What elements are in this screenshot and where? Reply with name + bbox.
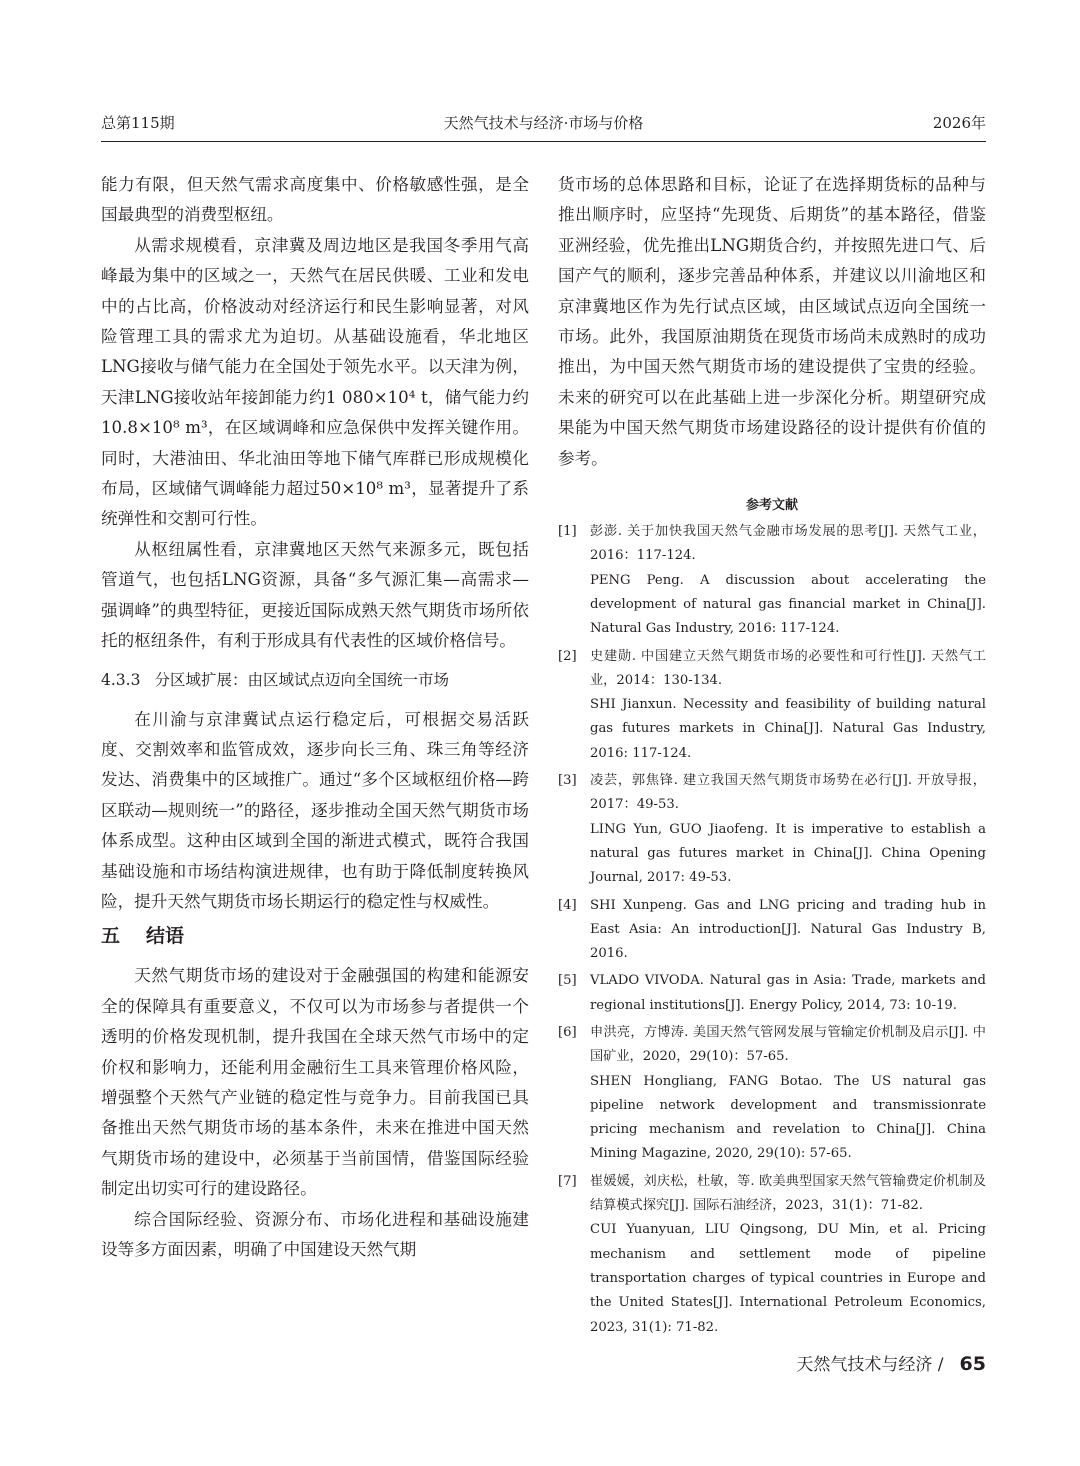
paragraph: 天然气期货市场的建设对于金融强国的构建和能源安全的保障具有重要意义，不仅可以为市场参与者提供一个透明的价格发现机制，提升我国在全球天然气市场中的定价权和影响力，还能利用金融衍生工具来管理价格风险，增强整个天然气产业链的稳定性与竞争力。目前我国已具备推出天然气期货市场的基本条件，未来在推进中国天然气期货市场的建设中，必须基于当前国情，借鉴国际经验制定出切实可行的建设路径。 <box>101 966 529 1199</box>
left-column <box>101 170 529 1265</box>
paragraph: 综合国际经验、资源分布、市场化进程和基础设施建设等多方面因素，明确了中国建设天然气期 <box>101 1209 529 1259</box>
subsection-title: 分区域扩展：由区域试点迈向全国统一市场 <box>154 670 449 689</box>
paragraph: 从枢纽属性看，京津冀地区天然气来源多元，既包括管道气，也包括LNG资源，具备“多气源汇集—高需求—强调峰”的典型特征，更接近国际成熟天然气期货市场所依托的枢纽条件，有利于形成具有代表性的区域价格信号。 <box>101 539 529 651</box>
section-title: 结语 <box>146 925 185 948</box>
reference-english: CUI Yuanyuan, LIU Qingsong, DU Min, et al. Pricing mechanism and settlement mode of pipeline transportation charges of typical countries in Europe and the United States[J]. International Petroleum Economics, 2023, 31(1): 71-82. <box>590 1222 986 1335</box>
subsection-heading <box>101 665 529 695</box>
reference-item <box>558 769 986 890</box>
reference-list <box>558 520 986 1340</box>
reference-english: SHI Xunpeng. Gas and LNG pricing and trading hub in East Asia: An introduction[J]. Natural Gas Industry B, 2016. <box>590 897 986 962</box>
paragraph: 能力有限，但天然气需求高度集中、价格敏感性强，是全国最典型的消费型枢纽。 <box>101 175 529 225</box>
reference-number: [1] <box>558 524 577 540</box>
reference-item <box>558 520 986 641</box>
section-heading <box>101 921 529 951</box>
reference-english: SHEN Hongliang, FANG Botao. The US natural gas pipeline network development and transmissionrate pricing mechanism and revelation to China[J]. China Mining Magazine, 2020, 29(10): 57-65. <box>590 1073 986 1162</box>
reference-number: [2] <box>558 648 577 664</box>
references-title: 参考文献 <box>745 498 798 514</box>
issue-number: 总第115期 <box>101 114 175 132</box>
reference-item <box>558 894 986 967</box>
reference-item <box>558 1170 986 1340</box>
reference-chinese: 崔媛媛，刘庆松，杜敏，等. 欧美典型国家天然气管输费定价机制及结算模式探究[J]. 国际石油经济，2023，31(1)：71-82. <box>590 1173 986 1214</box>
reference-english: PENG Peng. A discussion about accelerating the development of natural gas financial market in China[J]. Natural Gas Industry, 2016: 117-124. <box>590 572 986 637</box>
reference-item <box>558 1021 986 1167</box>
reference-english: LING Yun, GUO Jiaofeng. It is imperative to establish a natural gas futures market in China[J]. China Opening Journal, 2017: 49-53. <box>590 821 986 886</box>
reference-number: [4] <box>558 897 577 913</box>
reference-item <box>558 645 986 766</box>
reference-number: [7] <box>558 1173 577 1189</box>
section-number: 五 <box>101 925 121 948</box>
paragraph: 从需求规模看，京津冀及周边地区是我国冬季用气高峰最为集中的区域之一，天然气在居民供暖、工业和发电中的占比高，价格波动对经济运行和民生影响显著，对风险管理工具的需求尤为迫切。从基础设施看，华北地区LNG接收与储气能力在全国处于领先水平。以天津为例，天津LNG接收站年接卸能力约1 080×10⁴ t，储气能力约10.8×10⁸ m³，在区域调峰和应急保供中发挥关键作用。同时，大港油田、华北油田等地下储气库群已形成规模化布局，区域储气调峰能力超过50×10⁸ m³，显著提升了系统弹性和交割可行性。 <box>101 235 529 529</box>
paragraph: 在川渝与京津冀试点运行稳定后，可根据交易活跃度、交割效率和监管成效，逐步向长三角、珠三角等经济发达、消费集中的区域推广。通过“多个区域枢纽价格—跨区联动—规则统一”的路径，逐步推动全国天然气期货市场体系成型。这种由区域到全国的渐进式模式，既符合我国基础设施和市场结构演进规律，也有助于降低制度转换风险，提升天然气期货市场长期运行的稳定性与权威性。 <box>101 709 529 911</box>
subsection-number: 4.3.3 <box>101 670 141 689</box>
paragraph: 货市场的总体思路和目标，论证了在选择期货标的品种与推出顺序时，应坚持“先现货、后期货”的基本路径，借鉴亚洲经验，优先推出LNG期货合约，并按照先进口气、后国产气的顺利，逐步完善品种体系，并建议以川渝地区和京津冀地区作为先行试点区域，由区域试点迈向全国统一市场。此外，我国原油期货在现货市场尚未成熟时的成功推出，为中国天然气期货市场的建设提供了宝贵的经验。未来的研究可以在此基础上进一步深化分析。期望研究成果能为中国天然气期货市场建设路径的设计提供有价值的参考。 <box>558 175 986 468</box>
right-column <box>558 170 986 1343</box>
running-header <box>101 112 986 140</box>
header-rule <box>101 141 986 142</box>
page-footer <box>796 1350 986 1375</box>
reference-english: VLADO VIVODA. Natural gas in Asia: Trade, markets and regional institutions[J]. Energy Policy, 2014, 73: 10-19. <box>590 973 986 1013</box>
page-number: 65 <box>959 1353 986 1375</box>
journal-section-title: 天然气技术与经济·市场与价格 <box>443 114 644 132</box>
reference-chinese: 凌芸，郭焦锋. 建立我国天然气期货市场势在必行[J]. 开放导报，2017：49-53. <box>590 773 986 813</box>
footer-journal-name: 天然气技术与经济 / <box>796 1355 944 1375</box>
publication-year: 2026年 <box>932 114 986 132</box>
reference-number: [6] <box>558 1025 577 1040</box>
reference-item <box>558 969 986 1018</box>
reference-chinese: 史建勋. 中国建立天然气期货市场的必要性和可行性[J]. 天然气工业，2014：130-134. <box>590 648 986 688</box>
reference-english: SHI Jianxun. Necessity and feasibility of building natural gas futures markets in China[J]. Natural Gas Industry, 2016: 117-124. <box>590 697 986 761</box>
reference-chinese: 彭澎. 关于加快我国天然气金融市场发展的思考[J]. 天然气工业，2016：117-124. <box>590 524 986 564</box>
reference-number: [3] <box>558 773 577 789</box>
reference-number: [5] <box>558 973 577 989</box>
reference-chinese: 申洪亮，方博涛. 美国天然气管网发展与管输定价机制及启示[J]. 中国矿业，2020，29(10)：57-65. <box>590 1025 986 1065</box>
